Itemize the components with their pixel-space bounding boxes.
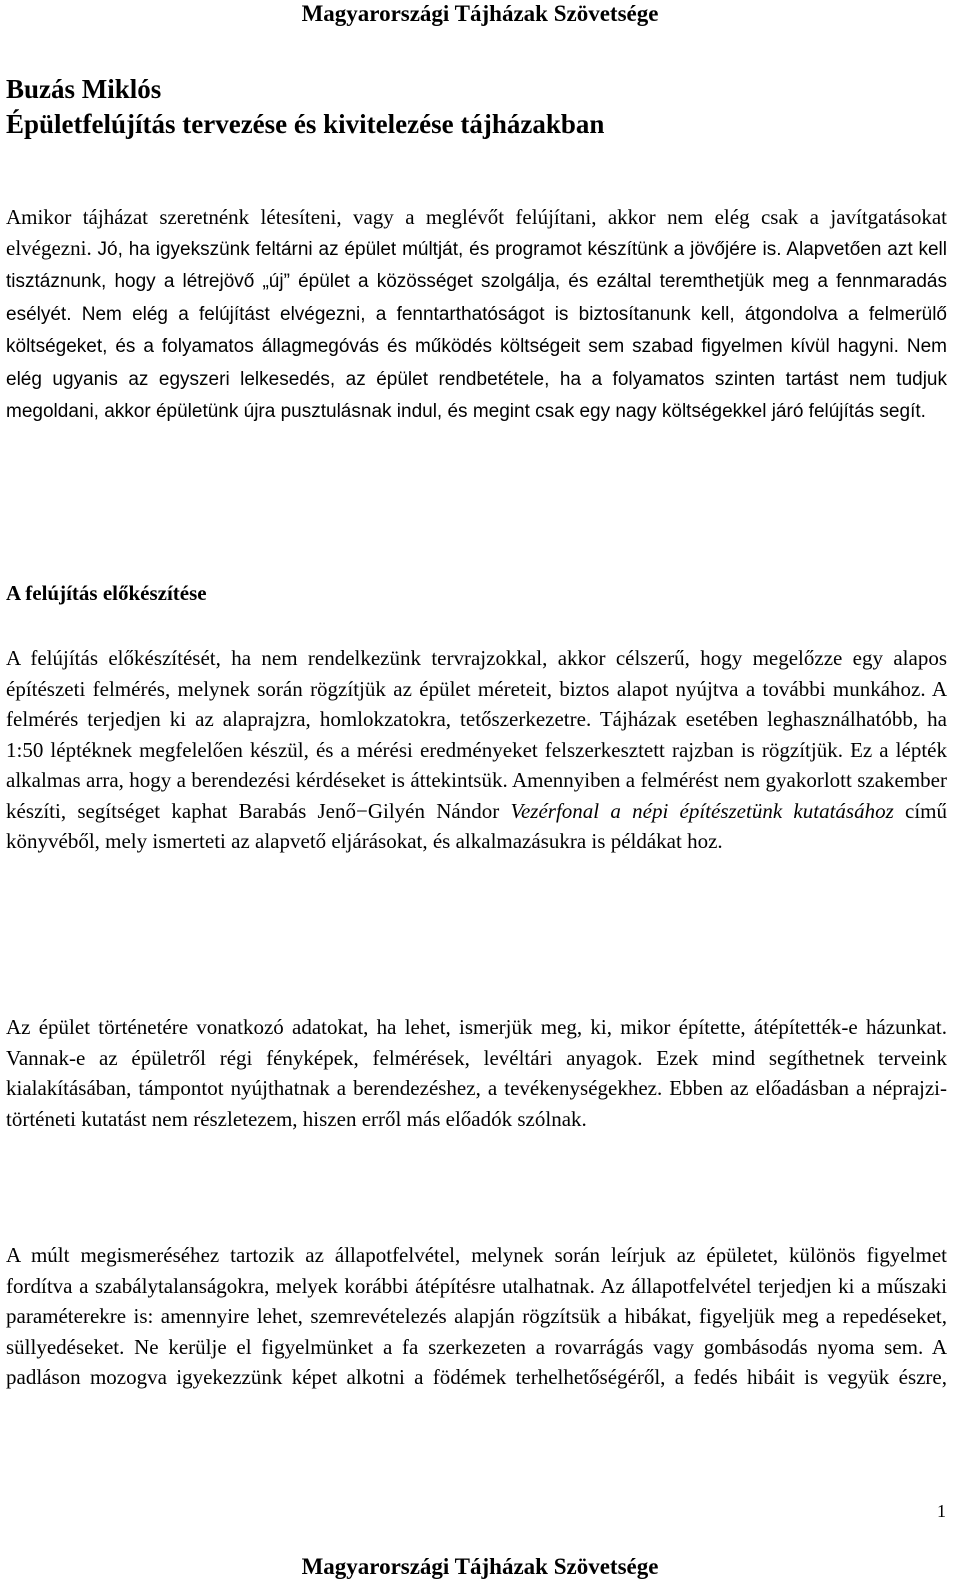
section-heading: A felújítás előkészítése <box>6 581 207 605</box>
author-name: Buzás Miklós <box>6 74 162 104</box>
section-paragraph-1 <box>6 643 947 857</box>
intro-sentence-2: Jó, ha igyekszünk feltárni az épület múltját, és programot készítünk a jövőjére is. Alapvetően azt kell tisztáznunk, hogy a létrejövő „új” épület a közösséget szolgálja, és ezáltal teremthetjük meg a fennmaradás esélyét. <box>6 238 947 325</box>
section-paragraph-1-text-4: Ez a lépték alkalmas arra, hogy a berendezési kérdéseket is áttekintsük. <box>6 737 947 792</box>
page-header: Magyarországi Tájházak Szövetsége <box>301 1 659 26</box>
section-paragraph-2-text-2: Vannak-e az épületről régi fényképek, felmérések, levéltári anyagok. <box>6 1045 657 1070</box>
section-paragraph-3 <box>6 1240 947 1393</box>
section-paragraph-2 <box>6 1012 947 1134</box>
page-number: 1 <box>937 1501 946 1521</box>
section-paragraph-2-text-1: Az épület történetére vonatkozó adatokat, ha lehet, ismerjük meg, ki, mikor építette, átépítették-e házunkat. <box>6 1015 947 1039</box>
section-paragraph-1-text-2: A felmérés terjedjen ki az alaprajzra, homlokzatokra, tetőszerkezetre. <box>6 676 947 731</box>
section-paragraph-3-text-1: A múlt megismeréséhez tartozik az állapotfelvétel, melynek során leírjuk az épületet, különös figyelmet fordítva a szabálytalanságokra, melyek korábbi átépítésre utalhatnak. <box>6 1243 947 1298</box>
section-paragraph-1-text-1: A felújítás előkészítését, ha nem rendelkezünk tervrajzokkal, akkor célszerű, hogy megelőzze egy alapos építészeti felmérés, melynek során rögzítjük az épület méreteit, biztos alapot nyújtva a további munkához. <box>6 646 947 701</box>
intro-sentence-1: Amikor tájházat szeretnénk létesíteni, vagy a meglévőt felújítani, akkor nem elég csak a javítgatásokat elvégezni. <box>6 205 947 260</box>
article-title-block <box>6 72 946 142</box>
intro-sentence-4: Nem elég ugyanis az egyszeri lelkesedés, az épület rendbetétele, ha a folyamatos szinten tartást nem tudjuk megoldani, akkor épületünk újra pusztulásnak indul, és megint csak egy nagy költségekkel járó felújítás segít. <box>6 336 947 422</box>
section-paragraph-2-text-4: Ebben az előadásban a néprajzi- történeti kutatást nem részletezem, hiszen erről más előadók szólnak. <box>6 1076 947 1131</box>
section-paragraph-3-text-4: A padláson mozogva igyekezzünk képet alkotni a födémek terhelhetőségéről, a fedés hibáit is vegyük észre, <box>6 1334 947 1389</box>
intro-sentence-3: Nem elég a felújítást elvégezni, a fenntarthatóságot is biztosítanunk kell, átgondolva a felmerülő költségeket, és a folyamatos állagmegóvás és működés költségeit sem szabad figyelmen kívül hagyni. <box>6 303 947 357</box>
section-paragraph-1-text-5: Amennyiben a felmérést nem gyakorlott szakember készíti, segítséget kaphat Barabás Jenő−Gilyén Nándor <box>6 768 947 823</box>
section-paragraph-1-text-6: című könyvéből, mely ismerteti az alapvető eljárásokat, és alkalmazásukra is példákat hoz. <box>6 798 947 853</box>
article-title: Épületfelújítás tervezése és kivitelezése tájházakban <box>6 109 605 139</box>
section-paragraph-3-text-2: Az állapotfelvétel terjedjen ki a műszaki paraméterekre is: amennyire lehet, szemrevételezés alapján rögzítsük a hibákat, figyeljük meg a repedéseket, süllyedéseket. <box>6 1273 948 1359</box>
section-paragraph-2-text-3: Ezek mind segíthetnek terveink kialakításában, támpontot nyújthatnak a berendezéshez, a tevékenységekhez. <box>6 1045 947 1100</box>
intro-paragraph <box>6 202 947 428</box>
section-paragraph-3-text-3: Ne kerülje el figyelmünket a fa szerkezeten a rovarrágás vagy gombásodás nyoma sem. <box>134 1334 932 1359</box>
section-paragraph-1-text-3: Tájházak esetében leghasználhatóbb, ha 1:50 léptéknek megfelelően készül, és a mérési eredményeket felszerkesztett rajzban is rögzítjük. <box>6 707 947 762</box>
book-title: Vezérfonal a népi építészetünk kutatásához <box>510 798 894 823</box>
page-footer: Magyarországi Tájházak Szövetsége <box>301 1554 659 1579</box>
